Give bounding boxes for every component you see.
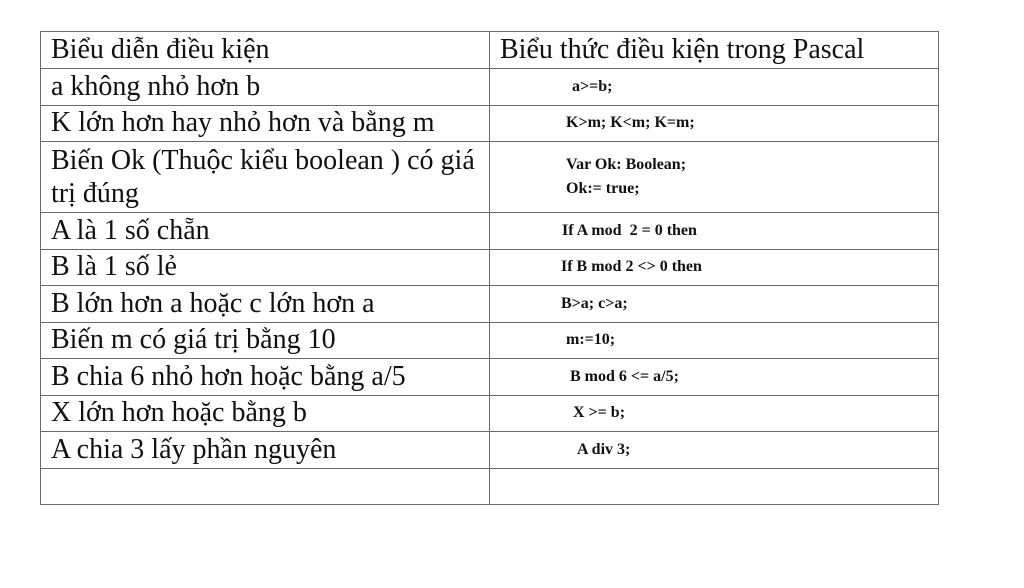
expression-cell: If A mod 2 = 0 then	[490, 213, 939, 250]
condition-cell: Biến m có giá trị bằng 10	[41, 322, 490, 359]
pascal-condition-table-container	[40, 31, 938, 505]
table-row	[41, 395, 939, 432]
condition-cell-empty	[41, 468, 490, 504]
expression-cell: A div 3;	[490, 432, 939, 469]
table-row	[41, 142, 939, 213]
expression-cell: X >= b;	[490, 395, 939, 432]
expression-cell	[490, 142, 939, 213]
condition-cell: A chia 3 lấy phần nguyên	[41, 432, 490, 469]
table-row	[41, 213, 939, 250]
condition-cell: B lớn hơn a hoặc c lớn hơn a	[41, 286, 490, 323]
expression-cell-empty	[490, 468, 939, 504]
table-row	[41, 432, 939, 469]
table-row	[41, 286, 939, 323]
expression-cell: K>m; K<m; K=m;	[490, 105, 939, 142]
pascal-condition-table	[40, 31, 939, 505]
expression-line: Var Ok: Boolean;	[566, 156, 687, 173]
expression-cell: If B mod 2 <> 0 then	[490, 249, 939, 286]
table-row-empty	[41, 468, 939, 504]
condition-cell: a không nhỏ hơn b	[41, 69, 490, 106]
table-header-row	[41, 32, 939, 69]
condition-cell: K lớn hơn hay nhỏ hơn và bằng m	[41, 105, 490, 142]
table-row	[41, 359, 939, 396]
table-row	[41, 105, 939, 142]
condition-cell: Biến Ok (Thuộc kiểu boolean ) có giá trị đúng	[41, 142, 490, 213]
expression-cell: B>a; c>a;	[490, 286, 939, 323]
condition-cell: X lớn hơn hoặc bằng b	[41, 395, 490, 432]
table-row	[41, 69, 939, 106]
header-expression: Biểu thức điều kiện trong Pascal	[490, 32, 939, 69]
condition-cell: B là 1 số lẻ	[41, 249, 490, 286]
table-row	[41, 249, 939, 286]
expression-cell: m:=10;	[490, 322, 939, 359]
table-row	[41, 322, 939, 359]
condition-cell: B chia 6 nhỏ hơn hoặc bằng a/5	[41, 359, 490, 396]
expression-line: Ok:= true;	[566, 180, 640, 197]
expression-cell: a>=b;	[490, 69, 939, 106]
header-condition: Biểu diễn điều kiện	[41, 32, 490, 69]
condition-cell: A là 1 số chẵn	[41, 213, 490, 250]
expression-cell: B mod 6 <= a/5;	[490, 359, 939, 396]
